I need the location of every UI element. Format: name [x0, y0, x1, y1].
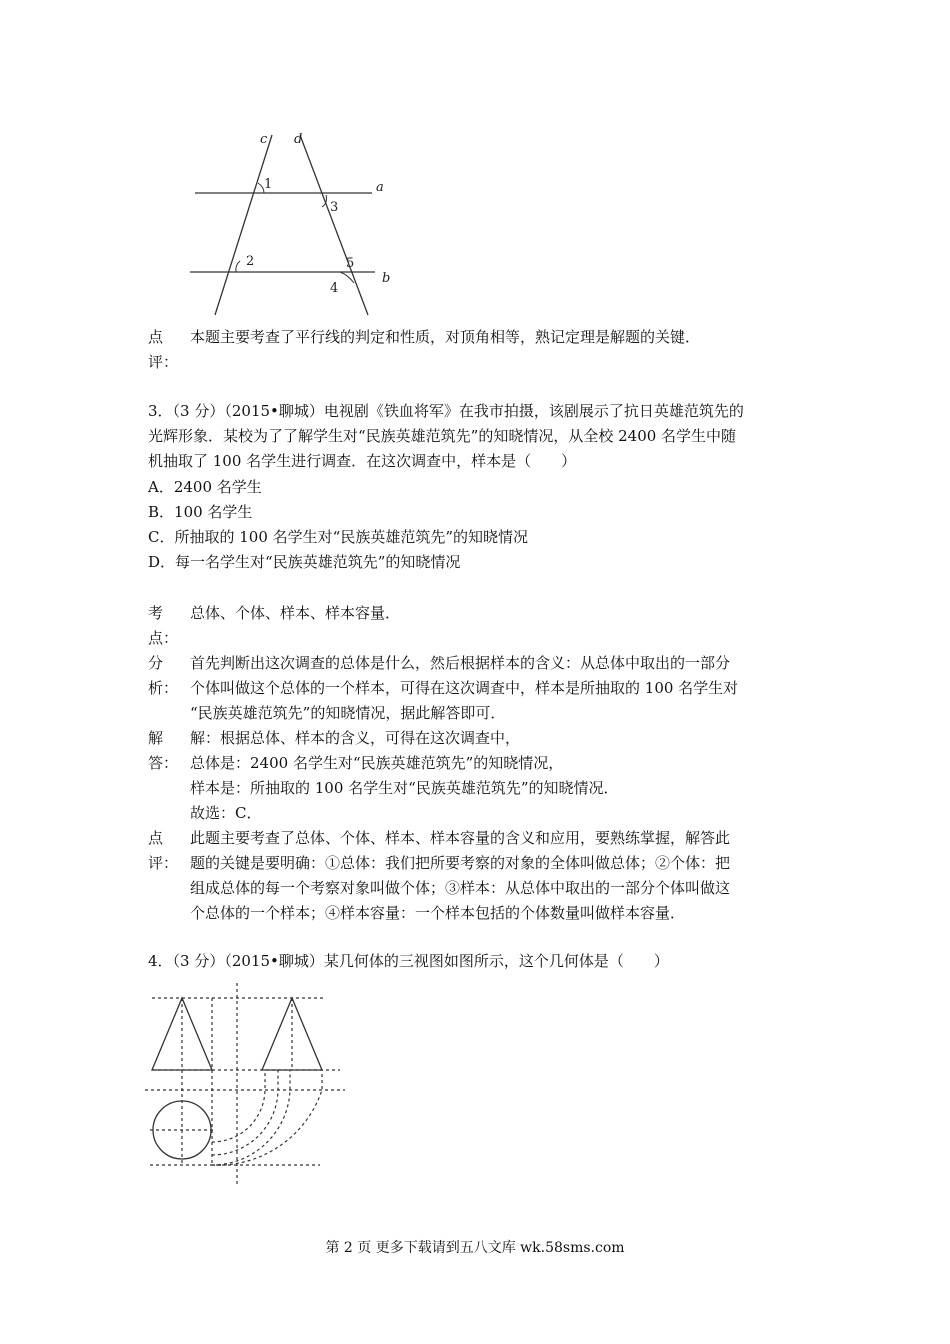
label-b: b — [382, 271, 391, 286]
dianping-text: 此题主要考查了总体、个体、样本、样本容量的含义和应用，要熟练掌握，解答此 题的关键是要明确：①总体：我们把所要考察的对象的全体叫做总体；②个体：把 组成总体的每一个考察对象叫做个体；③样本：从总体中取出的一部分个体叫做这 个总体的一个样本；④样本容量：一个样本包括的个体数量叫做样本容量． — [190, 829, 731, 922]
q4-stem: 4．（3 分）（2015•聊城）某几何体的三视图如图所示，这个几何体是（ ） — [148, 952, 669, 970]
page-footer: 第 2 页 更多下载请到五八文库 wk.58sms.com — [325, 1240, 625, 1256]
q3-option-d: D．每一名学生对“民族英雄范筑先”的知晓情况 — [148, 553, 461, 571]
prev-comment-label: 点 评： — [148, 328, 179, 371]
prev-comment-text: 本题主要考查了平行线的判定和性质，对顶角相等，熟记定理是解题的关键． — [190, 328, 701, 346]
label-a: a — [376, 180, 384, 195]
dianping-label: 点 评： — [148, 829, 179, 872]
q3-option-b: B．100 名学生 — [148, 503, 253, 521]
kaodian-label: 考 点： — [148, 604, 179, 647]
q3-stem-line: 光辉形象．某校为了了解学生对“民族英雄范筑先”的知晓情况，从全校 2400 名学生中随 — [148, 427, 737, 445]
q3-stem-line: 机抽取了 100 名学生进行调查．在这次调查中，样本是（ ） — [148, 452, 577, 470]
label-angle-2: 2 — [246, 254, 255, 269]
q3-option-c: C．所抽取的 100 名学生对“民族英雄范筑先”的知晓情况 — [148, 528, 528, 546]
q3-option-a: A．2400 名学生 — [148, 478, 262, 496]
label-angle-3: 3 — [330, 200, 339, 215]
q3-stem — [148, 399, 744, 474]
fenxi-text: 首先判断出这次调查的总体是什么，然后根据样本的含义：从总体中取出的一部分 个体叫做这个总体的一个样本，可得在这次调查中，样本是所抽取的 100 名学生对 “民族英雄范筑先”的知晓情况，据此解答即可． — [190, 654, 739, 722]
three-views-figure — [140, 980, 350, 1190]
kaodian-text: 总体、个体、样本、样本容量． — [190, 604, 401, 622]
angle-2-arc — [236, 261, 240, 272]
label-angle-4: 4 — [330, 281, 339, 296]
jieda-label: 解 答： — [148, 729, 179, 772]
label-angle-5: 5 — [346, 256, 355, 271]
fenxi-label: 分 析： — [148, 654, 179, 697]
parallel-lines-figure — [180, 125, 410, 320]
jieda-text: 解：根据总体、样本的含义，可得在这次调查中， 总体是：2400 名学生对“民族英雄范筑先”的知晓情况， 样本是：所抽取的 100 名学生对“民族英雄范筑先”的知晓情况． 故选：C． — [190, 729, 619, 822]
label-c: c — [260, 132, 268, 147]
line-c — [215, 135, 272, 315]
q3-stem-line: 3．（3 分）（2015•聊城）电视剧《铁血将军》在我市拍摄，该剧展示了抗日英雄范筑先的 — [148, 402, 744, 420]
label-d: d — [294, 132, 303, 147]
q3-options — [148, 475, 528, 575]
label-angle-1: 1 — [264, 177, 273, 192]
